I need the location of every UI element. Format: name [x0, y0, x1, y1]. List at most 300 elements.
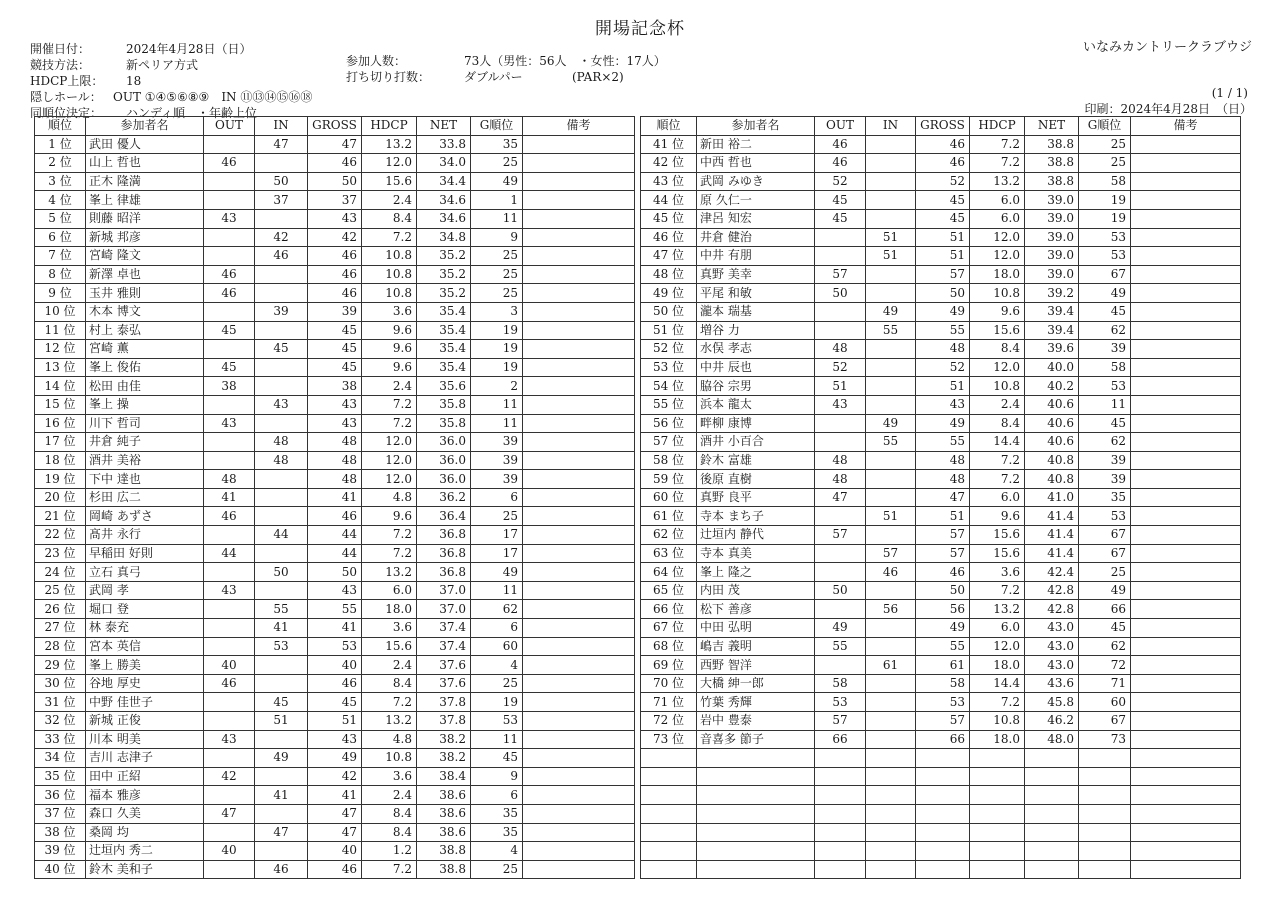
- hdcp-cell: 12.0: [970, 247, 1025, 266]
- name-cell: 竹葉 秀輝: [697, 693, 815, 712]
- hdcp-cell: 13.2: [362, 712, 417, 731]
- net-cell: [1025, 823, 1079, 842]
- in-cell: [866, 860, 916, 879]
- out-cell: [815, 767, 866, 786]
- gross-cell: 57: [916, 544, 970, 563]
- net-cell: [1025, 842, 1079, 861]
- out-cell: 46: [204, 674, 255, 693]
- hdcp-cell: 4.8: [362, 730, 417, 749]
- net-cell: 34.0: [417, 154, 471, 173]
- grank-cell: 53: [1079, 377, 1131, 396]
- gross-cell: 43: [308, 581, 362, 600]
- rank-cell: 65 位: [641, 581, 697, 600]
- gross-cell: [916, 842, 970, 861]
- out-cell: [815, 749, 866, 768]
- name-cell: 峯上 隆之: [697, 563, 815, 582]
- gross-cell: 41: [308, 619, 362, 638]
- out-cell: [204, 451, 255, 470]
- name-cell: 峯上 俊佑: [86, 358, 204, 377]
- in-cell: [866, 377, 916, 396]
- header-hdcp: HDCP: [362, 117, 417, 136]
- in-cell: 49: [866, 302, 916, 321]
- hdcp-cell: 9.6: [362, 507, 417, 526]
- rank-cell: [641, 804, 697, 823]
- rank-cell: 38 位: [35, 823, 86, 842]
- table-row: [641, 674, 1241, 693]
- notes-cell: [523, 712, 635, 731]
- gross-cell: 51: [916, 247, 970, 266]
- hdcp-cell: 7.2: [362, 526, 417, 545]
- name-cell: 脇谷 宗男: [697, 377, 815, 396]
- net-cell: 39.0: [1025, 209, 1079, 228]
- net-cell: 38.6: [417, 823, 471, 842]
- table-row: [35, 395, 635, 414]
- gross-cell: 55: [916, 433, 970, 452]
- name-cell: [697, 804, 815, 823]
- gross-cell: 50: [308, 563, 362, 582]
- gross-cell: 40: [308, 842, 362, 861]
- out-cell: [815, 507, 866, 526]
- in-cell: [255, 804, 308, 823]
- in-cell: [866, 135, 916, 154]
- hdcp-cell: 6.0: [970, 488, 1025, 507]
- table-row: [641, 656, 1241, 675]
- table-row: [35, 544, 635, 563]
- grank-cell: 19: [471, 321, 523, 340]
- grank-cell: 53: [1079, 507, 1131, 526]
- hdcp-cell: 7.2: [362, 228, 417, 247]
- hdcp-cell: 7.2: [362, 693, 417, 712]
- in-cell: [255, 767, 308, 786]
- gross-cell: 41: [308, 786, 362, 805]
- out-cell: 43: [204, 581, 255, 600]
- notes-cell: [523, 786, 635, 805]
- net-cell: 48.0: [1025, 730, 1079, 749]
- in-cell: 51: [866, 507, 916, 526]
- notes-cell: [523, 581, 635, 600]
- gross-cell: 43: [308, 730, 362, 749]
- rank-cell: 8 位: [35, 265, 86, 284]
- out-cell: [204, 191, 255, 210]
- name-cell: 峯上 律雄: [86, 191, 204, 210]
- notes-cell: [1131, 470, 1241, 489]
- grank-cell: 45: [1079, 302, 1131, 321]
- name-cell: 後原 直樹: [697, 470, 815, 489]
- net-cell: 35.4: [417, 321, 471, 340]
- name-cell: 酒井 小百合: [697, 433, 815, 452]
- rank-cell: 27 位: [35, 619, 86, 638]
- net-cell: 42.8: [1025, 581, 1079, 600]
- notes-cell: [523, 526, 635, 545]
- date-value: 2024年4月28日（日）: [126, 42, 252, 56]
- rank-cell: 15 位: [35, 395, 86, 414]
- in-cell: [255, 377, 308, 396]
- gross-cell: 51: [916, 507, 970, 526]
- name-cell: 玉井 雅則: [86, 284, 204, 303]
- gross-cell: 51: [916, 377, 970, 396]
- name-cell: [697, 842, 815, 861]
- net-cell: 36.8: [417, 526, 471, 545]
- gross-cell: 42: [308, 767, 362, 786]
- grank-cell: 11: [1079, 395, 1131, 414]
- gross-cell: 49: [916, 414, 970, 433]
- hdcp-cell: 3.6: [362, 619, 417, 638]
- table-row: [35, 358, 635, 377]
- notes-cell: [1131, 433, 1241, 452]
- out-cell: 57: [815, 712, 866, 731]
- notes-cell: [523, 563, 635, 582]
- net-cell: 38.8: [417, 842, 471, 861]
- out-cell: 43: [204, 209, 255, 228]
- notes-cell: [523, 340, 635, 359]
- table-row: [641, 433, 1241, 452]
- notes-cell: [1131, 842, 1241, 861]
- hdcp-cell: 10.8: [362, 284, 417, 303]
- net-cell: 36.0: [417, 433, 471, 452]
- rank-cell: 43 位: [641, 172, 697, 191]
- results-table-left: [34, 116, 635, 879]
- name-cell: 峯上 操: [86, 395, 204, 414]
- in-cell: 55: [866, 321, 916, 340]
- net-cell: 43.6: [1025, 674, 1079, 693]
- grank-cell: 2: [471, 377, 523, 396]
- notes-cell: [523, 488, 635, 507]
- out-cell: [815, 433, 866, 452]
- hdcp-cell: 8.4: [362, 674, 417, 693]
- hdcp-cell: 7.2: [362, 860, 417, 879]
- out-cell: 45: [204, 358, 255, 377]
- grank-cell: 25: [471, 284, 523, 303]
- name-cell: 井倉 純子: [86, 433, 204, 452]
- notes-cell: [523, 842, 635, 861]
- grank-cell: 45: [471, 749, 523, 768]
- gross-cell: 47: [308, 135, 362, 154]
- table-row: [35, 470, 635, 489]
- net-cell: 35.2: [417, 265, 471, 284]
- in-cell: 39: [255, 302, 308, 321]
- grank-cell: 35: [471, 804, 523, 823]
- gross-cell: 57: [916, 265, 970, 284]
- out-cell: 48: [815, 340, 866, 359]
- grank-cell: 19: [471, 340, 523, 359]
- in-cell: [866, 637, 916, 656]
- table-row: [641, 154, 1241, 173]
- name-cell: 武岡 孝: [86, 581, 204, 600]
- notes-cell: [523, 135, 635, 154]
- name-cell: 内田 茂: [697, 581, 815, 600]
- notes-cell: [523, 265, 635, 284]
- hdcp-cell: 9.6: [362, 321, 417, 340]
- in-cell: [255, 154, 308, 173]
- in-cell: [866, 767, 916, 786]
- in-cell: [255, 414, 308, 433]
- grank-cell: 53: [1079, 228, 1131, 247]
- in-cell: [866, 154, 916, 173]
- hdcp-cell: 18.0: [970, 730, 1025, 749]
- header-in: IN: [255, 117, 308, 136]
- table-row: [35, 302, 635, 321]
- net-cell: 37.4: [417, 619, 471, 638]
- name-cell: [697, 749, 815, 768]
- hdcp-cell: 2.4: [362, 191, 417, 210]
- net-cell: 33.8: [417, 135, 471, 154]
- net-cell: 38.8: [1025, 172, 1079, 191]
- rank-cell: 3 位: [35, 172, 86, 191]
- rank-cell: 7 位: [35, 247, 86, 266]
- out-cell: 43: [815, 395, 866, 414]
- name-cell: 宮崎 薫: [86, 340, 204, 359]
- name-cell: 鈴木 美和子: [86, 860, 204, 879]
- in-cell: [866, 209, 916, 228]
- net-cell: 36.8: [417, 544, 471, 563]
- table-row: [35, 265, 635, 284]
- notes-cell: [1131, 172, 1241, 191]
- grank-cell: 39: [471, 433, 523, 452]
- grank-cell: 11: [471, 581, 523, 600]
- hdcp-cell: 8.4: [970, 414, 1025, 433]
- table-row: [641, 284, 1241, 303]
- in-cell: 50: [255, 563, 308, 582]
- table-row: [35, 804, 635, 823]
- out-cell: 40: [204, 656, 255, 675]
- notes-cell: [523, 302, 635, 321]
- out-cell: [815, 544, 866, 563]
- name-cell: 嶋吉 義明: [697, 637, 815, 656]
- out-cell: 52: [815, 358, 866, 377]
- net-cell: 37.0: [417, 600, 471, 619]
- out-cell: 43: [204, 414, 255, 433]
- hdcp-cell: 3.6: [362, 302, 417, 321]
- table-row: [641, 600, 1241, 619]
- notes-cell: [523, 209, 635, 228]
- notes-cell: [1131, 712, 1241, 731]
- rank-cell: 70 位: [641, 674, 697, 693]
- hdcp-cell: 12.0: [970, 228, 1025, 247]
- net-cell: 35.6: [417, 377, 471, 396]
- out-cell: [815, 600, 866, 619]
- gross-cell: [916, 860, 970, 879]
- rank-cell: 28 位: [35, 637, 86, 656]
- header-row: [35, 117, 635, 136]
- name-cell: 瀧本 瑞基: [697, 302, 815, 321]
- in-cell: 47: [255, 823, 308, 842]
- hdcp-cell: 18.0: [970, 656, 1025, 675]
- rank-cell: [641, 842, 697, 861]
- name-cell: 堀口 登: [86, 600, 204, 619]
- in-cell: [866, 172, 916, 191]
- out-cell: 47: [815, 488, 866, 507]
- hdcp-cell: 2.4: [970, 395, 1025, 414]
- net-cell: 39.0: [1025, 247, 1079, 266]
- out-cell: 48: [815, 470, 866, 489]
- name-cell: 峯上 勝美: [86, 656, 204, 675]
- rank-cell: 2 位: [35, 154, 86, 173]
- hdcp-cell: 15.6: [362, 172, 417, 191]
- out-cell: [204, 526, 255, 545]
- gross-cell: 66: [916, 730, 970, 749]
- notes-cell: [1131, 526, 1241, 545]
- in-cell: [866, 395, 916, 414]
- header-rank: 順位: [35, 117, 86, 136]
- grank-cell: 9: [471, 767, 523, 786]
- out-cell: 51: [815, 377, 866, 396]
- in-cell: [255, 209, 308, 228]
- table-row: [641, 414, 1241, 433]
- name-cell: 浜本 龍太: [697, 395, 815, 414]
- out-cell: 53: [815, 693, 866, 712]
- net-cell: 34.6: [417, 209, 471, 228]
- gross-cell: 50: [308, 172, 362, 191]
- rank-cell: 13 位: [35, 358, 86, 377]
- grank-cell: 39: [471, 470, 523, 489]
- grank-cell: 25: [1079, 135, 1131, 154]
- table-row: [35, 135, 635, 154]
- hdcp-cell: 13.2: [970, 600, 1025, 619]
- gross-cell: 52: [916, 172, 970, 191]
- out-cell: 46: [204, 507, 255, 526]
- hidden-holes-line: [30, 88, 312, 105]
- rank-cell: 23 位: [35, 544, 86, 563]
- out-cell: 49: [815, 619, 866, 638]
- table-row: [35, 284, 635, 303]
- hdcp-cell: 14.4: [970, 674, 1025, 693]
- out-cell: [204, 340, 255, 359]
- name-cell: 林 泰充: [86, 619, 204, 638]
- notes-cell: [1131, 786, 1241, 805]
- notes-cell: [1131, 265, 1241, 284]
- net-cell: 34.4: [417, 172, 471, 191]
- hdcp-cell: 7.2: [970, 581, 1025, 600]
- notes-cell: [1131, 507, 1241, 526]
- grank-cell: 9: [471, 228, 523, 247]
- in-cell: 57: [866, 544, 916, 563]
- grank-cell: 35: [1079, 488, 1131, 507]
- hdcp-cell: 12.0: [362, 470, 417, 489]
- grank-cell: 11: [471, 209, 523, 228]
- net-cell: 45.8: [1025, 693, 1079, 712]
- net-cell: 40.8: [1025, 470, 1079, 489]
- table-row: [641, 488, 1241, 507]
- rank-cell: 18 位: [35, 451, 86, 470]
- rank-cell: 34 位: [35, 749, 86, 768]
- gross-cell: 47: [916, 488, 970, 507]
- grank-cell: 17: [471, 544, 523, 563]
- net-cell: 36.0: [417, 451, 471, 470]
- net-cell: 39.0: [1025, 191, 1079, 210]
- gross-cell: 58: [916, 674, 970, 693]
- in-cell: 46: [255, 860, 308, 879]
- name-cell: 新澤 卓也: [86, 265, 204, 284]
- notes-cell: [1131, 358, 1241, 377]
- name-cell: 木本 博文: [86, 302, 204, 321]
- rank-cell: 55 位: [641, 395, 697, 414]
- notes-cell: [1131, 135, 1241, 154]
- rank-cell: 33 位: [35, 730, 86, 749]
- out-cell: [204, 693, 255, 712]
- grank-cell: 25: [471, 507, 523, 526]
- rank-cell: 4 位: [35, 191, 86, 210]
- name-cell: [697, 860, 815, 879]
- net-cell: 37.8: [417, 693, 471, 712]
- name-cell: 宮崎 隆文: [86, 247, 204, 266]
- table-row: [35, 563, 635, 582]
- notes-cell: [523, 637, 635, 656]
- out-cell: [815, 842, 866, 861]
- net-cell: 39.0: [1025, 228, 1079, 247]
- in-cell: 41: [255, 786, 308, 805]
- table-row: [641, 712, 1241, 731]
- notes-cell: [523, 191, 635, 210]
- rank-cell: [641, 749, 697, 768]
- name-cell: 則藤 昭洋: [86, 209, 204, 228]
- name-cell: 桑岡 均: [86, 823, 204, 842]
- gross-cell: 55: [308, 600, 362, 619]
- in-cell: [255, 674, 308, 693]
- notes-cell: [523, 228, 635, 247]
- in-cell: 44: [255, 526, 308, 545]
- empty-row: [641, 804, 1241, 823]
- rank-cell: 17 位: [35, 433, 86, 452]
- net-cell: [1025, 767, 1079, 786]
- header-rank: 順位: [641, 117, 697, 136]
- gross-cell: 57: [916, 712, 970, 731]
- participants-label: 参加人数：: [346, 54, 407, 68]
- rank-cell: 71 位: [641, 693, 697, 712]
- name-cell: 大橋 紳一郎: [697, 674, 815, 693]
- table-row: [35, 172, 635, 191]
- notes-cell: [1131, 544, 1241, 563]
- table-row: [35, 600, 635, 619]
- grank-cell: 39: [471, 451, 523, 470]
- rank-cell: 57 位: [641, 433, 697, 452]
- hdcp-cell: 7.2: [970, 135, 1025, 154]
- gross-cell: 46: [308, 860, 362, 879]
- table-row: [641, 191, 1241, 210]
- in-cell: [866, 526, 916, 545]
- rank-cell: 19 位: [35, 470, 86, 489]
- hdcp-cell: [970, 767, 1025, 786]
- net-cell: 35.8: [417, 395, 471, 414]
- hdcp-cell: 8.4: [362, 209, 417, 228]
- grank-cell: 11: [471, 730, 523, 749]
- header-name: 参加者名: [86, 117, 204, 136]
- gross-cell: 40: [308, 656, 362, 675]
- net-cell: 36.0: [417, 470, 471, 489]
- grank-cell: 58: [1079, 358, 1131, 377]
- grank-cell: 67: [1079, 544, 1131, 563]
- gross-cell: 37: [308, 191, 362, 210]
- hdcp-cell: [970, 860, 1025, 879]
- grank-cell: [1079, 842, 1131, 861]
- header-in: IN: [866, 117, 916, 136]
- grank-cell: [1079, 823, 1131, 842]
- notes-cell: [523, 544, 635, 563]
- name-cell: 川下 哲司: [86, 414, 204, 433]
- grank-cell: 25: [1079, 563, 1131, 582]
- out-cell: [815, 823, 866, 842]
- net-cell: 36.8: [417, 563, 471, 582]
- in-cell: 48: [255, 433, 308, 452]
- method-label: 競技方法：: [30, 58, 91, 72]
- table-row: [641, 451, 1241, 470]
- name-cell: [697, 786, 815, 805]
- hdcp-cell: 10.8: [970, 284, 1025, 303]
- rank-cell: 21 位: [35, 507, 86, 526]
- rank-cell: 49 位: [641, 284, 697, 303]
- out-cell: [204, 823, 255, 842]
- hdcp-cell: 7.2: [970, 451, 1025, 470]
- out-cell: [204, 786, 255, 805]
